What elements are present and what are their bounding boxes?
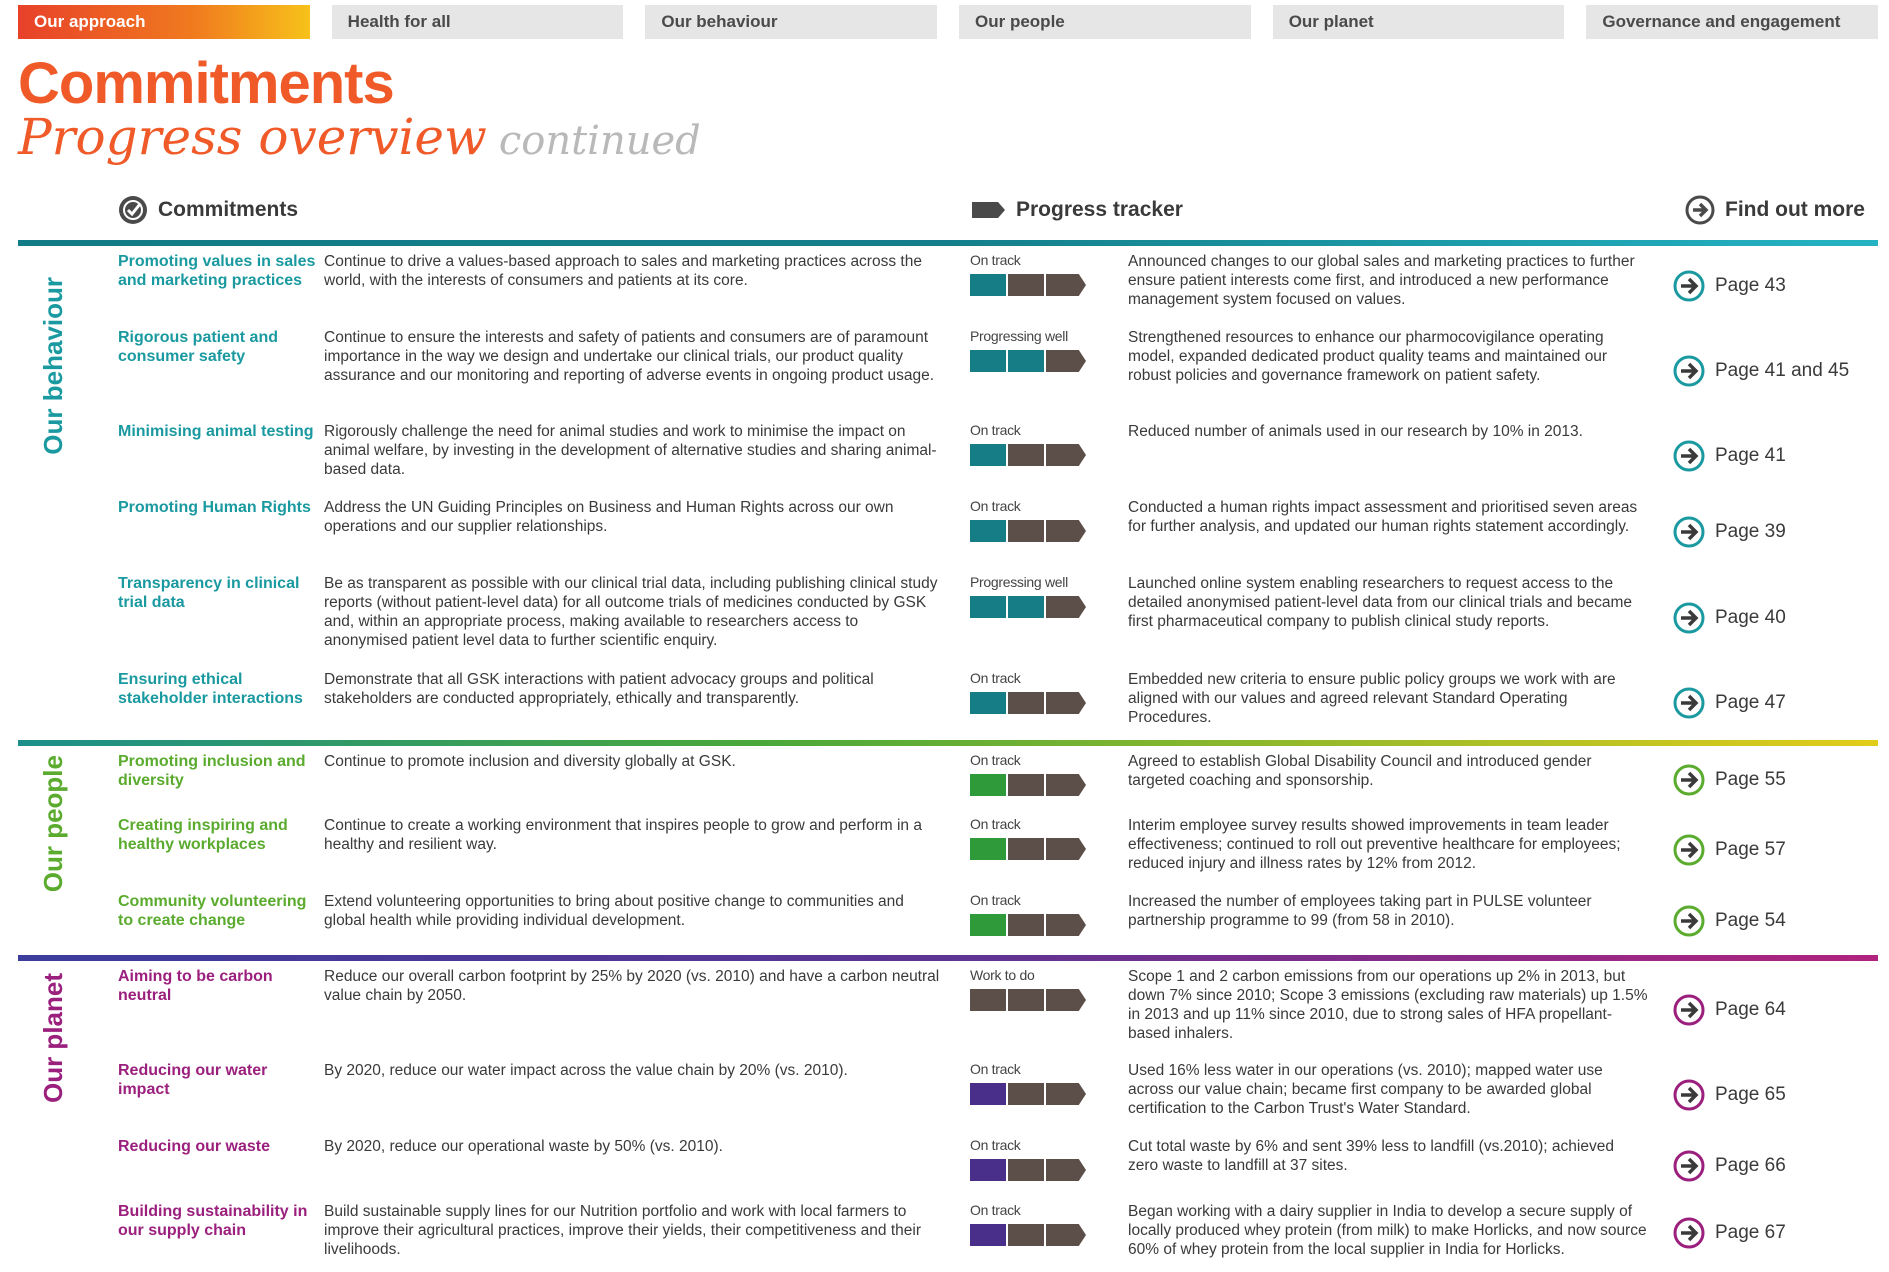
- progress-segment: [1008, 774, 1044, 796]
- commitment-description: Demonstrate that all GSK interactions with patient advocacy groups and political stakeholders are conducted appropriately, ethically and transparently.: [324, 671, 874, 707]
- progress-status: On track: [970, 752, 1021, 768]
- progress-bars: [970, 692, 1100, 714]
- header-find-out-more: [1685, 195, 1865, 225]
- progress-status: On track: [970, 670, 1021, 686]
- page-link[interactable]: [1673, 440, 1878, 472]
- commitment-description: Reduce our overall carbon footprint by 25% by 2020 (vs. 2010) and have a carbon neutral value chain by 2050.: [324, 968, 940, 1004]
- commitment-name: Aiming to be carbon neutral: [118, 968, 273, 1004]
- progress-segment: [1046, 838, 1086, 860]
- progress-achievement: Conducted a human rights impact assessment and prioritised seven areas for further analysis, and updated our human rights statement accordingly.: [1128, 499, 1638, 535]
- progress-segment: [1008, 444, 1044, 466]
- tab-our-people[interactable]: Our people: [959, 5, 1251, 39]
- arrow-right-circle-icon: [1673, 834, 1705, 866]
- page-link[interactable]: [1673, 994, 1878, 1026]
- progress-status: On track: [970, 816, 1021, 832]
- header-progress-label: Progress tracker: [1016, 198, 1183, 221]
- subtitle-text: Progress overview: [18, 108, 487, 166]
- page-link-label: Page 64: [1715, 999, 1786, 1020]
- progress-segment: [1008, 692, 1044, 714]
- progress-bars: [970, 1083, 1100, 1105]
- arrow-right-circle-icon: [1673, 1150, 1705, 1182]
- commitment-name: Rigorous patient and consumer safety: [118, 329, 278, 365]
- progress-bars: [970, 774, 1100, 796]
- progress-segment: [1046, 989, 1086, 1011]
- progress-bars: [970, 350, 1100, 372]
- progress-bars: [970, 274, 1100, 296]
- progress-segment: [970, 1224, 1006, 1246]
- arrow-circle-icon: [1685, 195, 1715, 225]
- tab-governance[interactable]: Governance and engagement: [1586, 5, 1878, 39]
- progress-tracker: [970, 252, 1100, 296]
- page-link[interactable]: [1673, 1217, 1878, 1249]
- progress-segment: [970, 350, 1006, 372]
- commitment-description: By 2020, reduce our operational waste by 50% (vs. 2010).: [324, 1138, 723, 1155]
- progress-segment: [970, 914, 1006, 936]
- progress-bars: [970, 914, 1100, 936]
- arrow-right-circle-icon: [1673, 440, 1705, 472]
- progress-achievement: Scope 1 and 2 carbon emissions from our operations up 2% in 2013, but down 7% since 2010; Scope 3 emissions (excluding raw materials) up 1.5% in 2013 and up 11% since 2010, due to strong sales of HFA propellant-based inhalers.: [1128, 968, 1648, 1042]
- progress-segment: [970, 838, 1006, 860]
- page-link-label: Page 66: [1715, 1155, 1786, 1176]
- progress-segment: [970, 444, 1006, 466]
- progress-achievement: Used 16% less water in our operations (vs. 2010); mapped water use across our value chain; became first company to be awarded global certification to the Carbon Trust's Water Standard.: [1128, 1062, 1603, 1117]
- progress-tracker: [970, 1137, 1100, 1181]
- progress-tracker: [970, 892, 1100, 936]
- header-progress: [970, 195, 1183, 225]
- section-our-behaviour: [18, 246, 1878, 738]
- page-link[interactable]: [1673, 1150, 1878, 1182]
- page-link[interactable]: [1673, 687, 1878, 719]
- progress-bars: [970, 838, 1100, 860]
- progress-segment: [1008, 596, 1044, 618]
- tab-our-approach[interactable]: Our approach: [18, 5, 310, 39]
- progress-segment: [970, 1159, 1006, 1181]
- arrow-right-circle-icon: [1673, 1079, 1705, 1111]
- commitment-description: Continue to drive a values-based approach to sales and marketing practices across the world, with the interests of consumers and patients at its core.: [324, 253, 922, 289]
- progress-tracker: [970, 670, 1100, 714]
- commitment-description: Extend volunteering opportunities to bring about positive change to communities and global health while providing individual development.: [324, 893, 904, 929]
- progress-tracker: [970, 328, 1100, 372]
- page-link-label: Page 39: [1715, 521, 1786, 542]
- page-link[interactable]: [1673, 602, 1878, 634]
- progress-tracker: [970, 574, 1100, 618]
- progress-status: Progressing well: [970, 574, 1068, 590]
- progress-status: On track: [970, 1137, 1021, 1153]
- page-link-label: Page 54: [1715, 910, 1786, 931]
- progress-status: On track: [970, 1061, 1021, 1077]
- tab-our-planet[interactable]: Our planet: [1273, 5, 1565, 39]
- page-title: Commitments: [18, 51, 394, 116]
- progress-tag-icon: [970, 195, 1006, 225]
- page-link[interactable]: [1673, 516, 1878, 548]
- commitment-row: [18, 1055, 1878, 1131]
- page-link[interactable]: [1673, 905, 1878, 937]
- section-tabs: [18, 5, 1878, 39]
- commitment-name: Creating inspiring and healthy workplaces: [118, 817, 288, 853]
- check-circle-icon: [118, 195, 148, 225]
- commitment-row: [18, 416, 1878, 492]
- header-commitments: [118, 195, 298, 225]
- progress-achievement: Reduced number of animals used in our research by 10% in 2013.: [1128, 423, 1583, 440]
- commitment-description: Continue to promote inclusion and diversity globally at GSK.: [324, 753, 736, 770]
- progress-segment: [1046, 692, 1086, 714]
- progress-segment: [970, 1083, 1006, 1105]
- page-link-label: Page 57: [1715, 839, 1786, 860]
- progress-achievement: Agreed to establish Global Disability Council and introduced gender targeted coaching and sponsorship.: [1128, 753, 1592, 789]
- progress-segment: [1046, 350, 1086, 372]
- progress-segment: [1008, 989, 1044, 1011]
- arrow-right-circle-icon: [1673, 602, 1705, 634]
- progress-status: Work to do: [970, 967, 1035, 983]
- progress-tracker: [970, 752, 1100, 796]
- progress-segment: [1046, 274, 1086, 296]
- progress-segment: [1046, 596, 1086, 618]
- progress-bars: [970, 520, 1100, 542]
- page-link[interactable]: [1673, 355, 1878, 387]
- progress-segment: [970, 989, 1006, 1011]
- progress-bars: [970, 989, 1100, 1011]
- progress-segment: [1046, 1159, 1086, 1181]
- progress-tracker: [970, 816, 1100, 860]
- progress-segment: [1046, 1083, 1086, 1105]
- progress-segment: [970, 596, 1006, 618]
- progress-status: On track: [970, 252, 1021, 268]
- commitment-name: Reducing our water impact: [118, 1062, 268, 1098]
- page-link[interactable]: [1673, 834, 1878, 866]
- progress-bars: [970, 1224, 1100, 1246]
- page-link-label: Page 65: [1715, 1084, 1786, 1105]
- progress-segment: [1008, 1159, 1044, 1181]
- tab-our-behaviour[interactable]: Our behaviour: [645, 5, 937, 39]
- page-link[interactable]: [1673, 764, 1878, 796]
- progress-achievement: Began working with a dairy supplier in India to develop a secure supply of locally produced whey protein (from milk) to make Horlicks, and now source 60% of whey protein from the local supplier in India for Horlicks.: [1128, 1203, 1647, 1258]
- section-label-text: Our behaviour: [37, 277, 68, 455]
- commitment-name: Reducing our waste: [118, 1138, 271, 1155]
- progress-segment: [1046, 520, 1086, 542]
- commitment-name: Promoting inclusion and diversity: [118, 753, 306, 789]
- commitment-description: Build sustainable supply lines for our Nutrition portfolio and work with local farmers to improve their agricultural practices, improve their yields, their competitiveness and their livelihoods.: [324, 1203, 921, 1258]
- progress-status: On track: [970, 422, 1021, 438]
- commitment-name: Ensuring ethical stakeholder interactions: [118, 671, 303, 707]
- commitment-row: [18, 664, 1878, 738]
- progress-bars: [970, 1159, 1100, 1181]
- progress-achievement: Embedded new criteria to ensure public policy groups we work with are aligned with our values and agreed relevant Standard Operating Procedures.: [1128, 671, 1616, 726]
- progress-bars: [970, 596, 1100, 618]
- arrow-right-circle-icon: [1673, 1217, 1705, 1249]
- commitment-row: [18, 746, 1878, 810]
- header-commitments-label: Commitments: [158, 198, 299, 221]
- commitment-row: [18, 492, 1878, 568]
- arrow-right-circle-icon: [1673, 687, 1705, 719]
- progress-segment: [970, 520, 1006, 542]
- progress-achievement: Increased the number of employees taking part in PULSE volunteer partnership programme to 99 (from 58 in 2010).: [1128, 893, 1592, 929]
- commitment-description: Rigorously challenge the need for animal studies and work to minimise the impact on animal welfare, by investing in the development of alternative studies and sharing animal-based data.: [324, 423, 937, 478]
- progress-achievement: Cut total waste by 6% and sent 39% less to landfill (vs.2010); achieved zero waste to landfill at 37 sites.: [1128, 1138, 1614, 1174]
- progress-achievement: Interim employee survey results showed improvements in team leader effectiveness; continued to roll out preventive healthcare for employees; reduced injury and illness rates by 12% from 2012.: [1128, 817, 1621, 872]
- header-find-out-more-label: Find out more: [1725, 198, 1865, 221]
- commitment-description: Continue to ensure the interests and safety of patients and consumers are of paramount importance in the way we design and undertake our clinical trials, our product quality assurance and our monitoring and reporting of adverse events in ongoing product usage.: [324, 329, 935, 384]
- arrow-right-circle-icon: [1673, 764, 1705, 796]
- arrow-right-circle-icon: [1673, 994, 1705, 1026]
- arrow-right-circle-icon: [1673, 905, 1705, 937]
- progress-segment: [1008, 520, 1044, 542]
- commitment-row: [18, 810, 1878, 886]
- tab-health-for-all[interactable]: Health for all: [332, 5, 624, 39]
- commitment-description: Continue to create a working environment that inspires people to grow and perform in a healthy and resilient way.: [324, 817, 922, 853]
- progress-achievement: Strengthened resources to enhance our pharmocovigilance operating model, expanded dedicated product quality teams and maintained our robust policies and governance framework on patient safety.: [1128, 329, 1608, 384]
- progress-tracker: [970, 1061, 1100, 1105]
- commitment-description: By 2020, reduce our water impact across the value chain by 20% (vs. 2010).: [324, 1062, 848, 1079]
- page-link-label: Page 47: [1715, 692, 1786, 713]
- arrow-right-circle-icon: [1673, 270, 1705, 302]
- section-our-planet: [18, 961, 1878, 1266]
- progress-segment: [1008, 274, 1044, 296]
- section-label-text: Our people: [37, 754, 68, 893]
- progress-segment: [1046, 774, 1086, 796]
- commitment-name: Minimising animal testing: [118, 423, 314, 440]
- progress-achievement: Announced changes to our global sales and marketing practices to further ensure patient interests come first, and introduced a new performance management system focused on values.: [1128, 253, 1635, 308]
- commitment-name: Community volunteering to create change: [118, 893, 307, 929]
- commitment-name: Promoting values in sales and marketing practices: [118, 253, 316, 289]
- progress-tracker: [970, 422, 1100, 466]
- progress-segment: [970, 774, 1006, 796]
- page-link-label: Page 55: [1715, 769, 1786, 790]
- page-link-label: Page 67: [1715, 1222, 1786, 1243]
- progress-tracker: [970, 1202, 1100, 1246]
- page-link-label: Page 41: [1715, 445, 1786, 466]
- page-subtitle: [18, 108, 701, 166]
- section-our-people: [18, 746, 1878, 952]
- progress-segment: [1008, 350, 1044, 372]
- commitment-name: Building sustainability in our supply chain: [118, 1203, 308, 1239]
- progress-status: On track: [970, 1202, 1021, 1218]
- progress-segment: [970, 692, 1006, 714]
- progress-segment: [1046, 444, 1086, 466]
- progress-segment: [970, 274, 1006, 296]
- commitment-row: [18, 1131, 1878, 1196]
- arrow-right-circle-icon: [1673, 516, 1705, 548]
- progress-achievement: Launched online system enabling researchers to request access to the detailed anonymised patient-level data from our clinical trials and became first pharmaceutical company to publish clinical study reports.: [1128, 575, 1633, 630]
- subtitle-suffix: continued: [498, 118, 701, 164]
- progress-segment: [1046, 1224, 1086, 1246]
- page-link[interactable]: [1673, 1079, 1878, 1111]
- progress-tracker: [970, 967, 1100, 1011]
- commitment-row: [18, 568, 1878, 664]
- progress-status: On track: [970, 498, 1021, 514]
- commitment-row: [18, 886, 1878, 952]
- commitment-row: [18, 322, 1878, 416]
- commitment-row: [18, 1196, 1878, 1266]
- commitment-row: [18, 246, 1878, 322]
- page-link-label: Page 41 and 45: [1715, 360, 1850, 381]
- commitment-description: Address the UN Guiding Principles on Business and Human Rights across our own operations and our supplier relationships.: [324, 499, 894, 535]
- progress-segment: [1008, 838, 1044, 860]
- commitment-description: Be as transparent as possible with our clinical trial data, including publishing clinical study reports (without patient-level data) for all outcome trials of medicines conducted by GSK and, within an appropriate process, making available to researchers access to anonymised patient level data to further scientific enquiry.: [324, 575, 938, 649]
- commitment-name: Promoting Human Rights: [118, 499, 311, 516]
- progress-status: Progressing well: [970, 328, 1068, 344]
- commitment-row: [18, 961, 1878, 1055]
- arrow-right-circle-icon: [1673, 355, 1705, 387]
- progress-tracker: [970, 498, 1100, 542]
- progress-bars: [970, 444, 1100, 466]
- page-link-label: Page 40: [1715, 607, 1786, 628]
- progress-segment: [1046, 914, 1086, 936]
- progress-segment: [1008, 914, 1044, 936]
- progress-status: On track: [970, 892, 1021, 908]
- page-link[interactable]: [1673, 270, 1878, 302]
- page-link-label: Page 43: [1715, 275, 1786, 296]
- progress-segment: [1008, 1224, 1044, 1246]
- section-label-text: Our planet: [37, 973, 68, 1104]
- progress-segment: [1008, 1083, 1044, 1105]
- commitment-name: Transparency in clinical trial data: [118, 575, 300, 611]
